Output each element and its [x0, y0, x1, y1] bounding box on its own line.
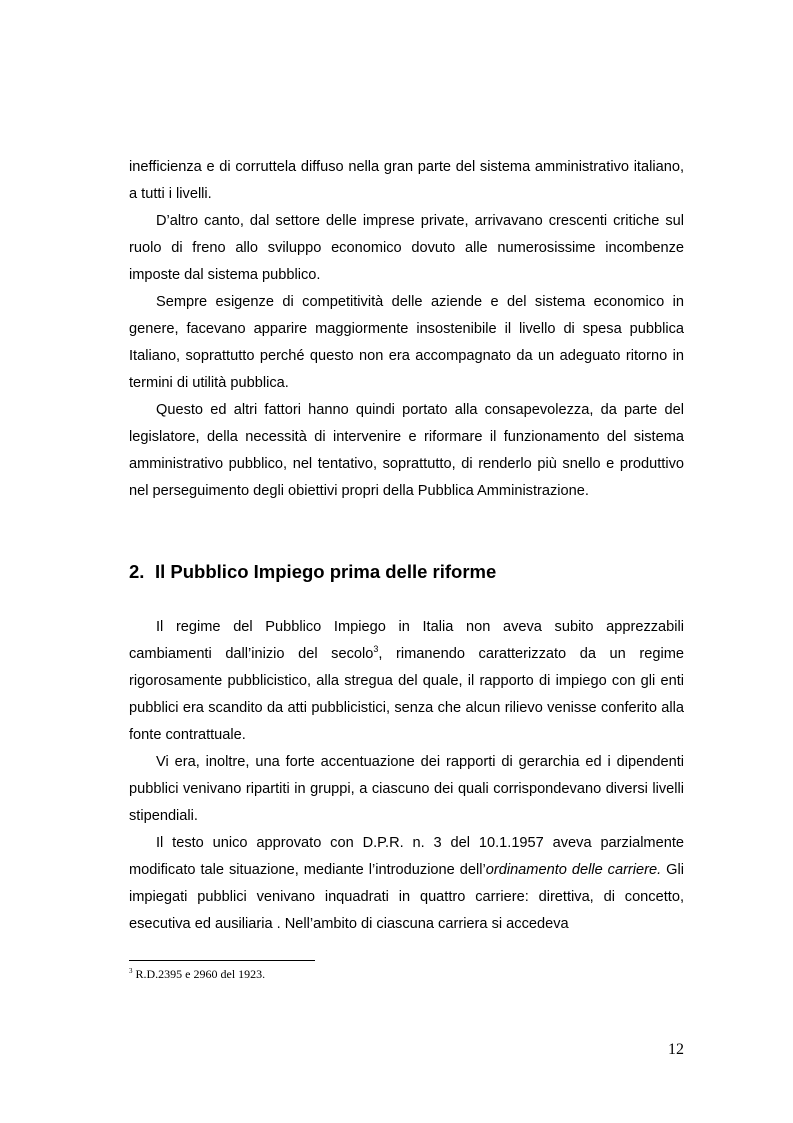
section-text-block: [129, 614, 684, 938]
paragraph-text: Il regime del Pubblico Impiego in Italia non aveva subito apprezzabili cambiamenti dall’inizio del secolo: [129, 619, 684, 662]
paragraph-text: Gli impiegati pubblici venivano inquadrati in quattro carriere: direttiva, di concetto, esecutiva ed ausiliaria . Nell’ambito di ciascuna carriera si accedeva: [129, 862, 685, 932]
page-number: 12: [668, 1041, 684, 1058]
footnote-number: 3: [129, 967, 133, 975]
section-paragraph: [129, 614, 684, 749]
section-paragraph: Vi era, inoltre, una forte accentuazione dei rapporti di gerarchia ed i dipendenti pubblici venivano ripartiti in gruppi, a ciascuno dei quali corrispondevano diversi livelli stipendiali.: [129, 754, 684, 824]
section-number: 2.: [129, 561, 145, 582]
footnote-reference: 3: [373, 644, 379, 654]
section-paragraph: [129, 830, 684, 938]
section-title: Il Pubblico Impiego prima delle riforme: [155, 561, 497, 582]
footnote: [129, 966, 265, 982]
intro-text-block: [129, 154, 684, 505]
paragraph-text: Il testo unico approvato con D.P.R. n. 3 del 10.1.1957 aveva parzialmente modificato tale situazione, mediante l’introduzione dell’: [129, 835, 684, 878]
italic-term: ordinamento delle carriere.: [485, 862, 662, 878]
intro-paragraph: D’altro canto, dal settore delle imprese private, arrivavano crescenti critiche sul ruolo di freno allo sviluppo economico dovuto alle numerosissime incombenze imposte dal sistema pubblico.: [129, 213, 684, 283]
footnote-separator: [129, 960, 315, 961]
footnote-text: R.D.2395 e 2960 del 1923.: [132, 967, 266, 981]
intro-paragraph: Sempre esigenze di competitività delle aziende e del sistema economico in genere, facevano apparire maggiormente insostenibile il livello di spesa pubblica Italiano, soprattutto perché questo non era accompagnato da un adeguato ritorno in termini di utilità pubblica.: [129, 294, 684, 391]
section-heading: [129, 558, 496, 586]
intro-paragraph: Questo ed altri fattori hanno quindi portato alla consapevolezza, da parte del legislatore, della necessità di intervenire e riformare il funzionamento del sistema amministrativo pubblico, nel tentativo, soprattutto, di renderlo più snello e produttivo nel perseguimento degli obiettivi propri della Pubblica Amministrazione.: [129, 402, 684, 499]
paragraph-text: , rimanendo caratterizzato da un regime rigorosamente pubblicistico, alla stregua del quale, il rapporto di impiego con gli enti pubblici era scandito da atti pubblicistici, senza che alcun rilievo venisse conferito alla fonte contrattuale.: [129, 646, 684, 743]
intro-paragraph-continuation: inefficienza e di corruttela diffuso nella gran parte del sistema amministrativo italiano, a tutti i livelli.: [129, 159, 684, 202]
